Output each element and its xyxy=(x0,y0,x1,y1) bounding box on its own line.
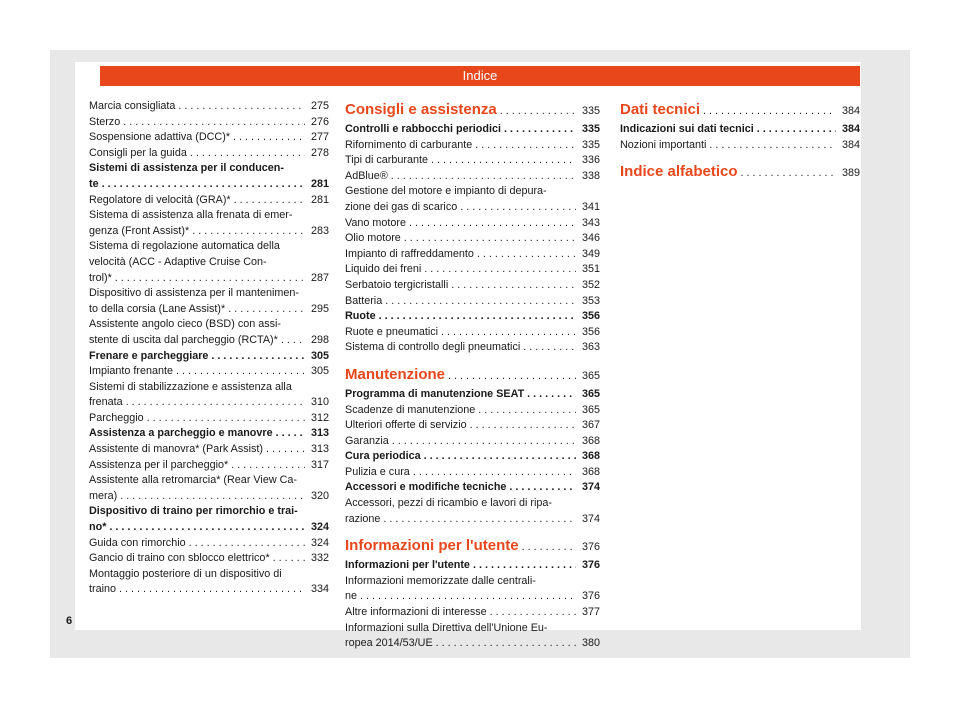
toc-entry-row xyxy=(89,536,329,552)
toc-entry-title: Assistenza per il parcheggio* . . . xyxy=(89,458,305,474)
toc-page-number: 352 xyxy=(581,278,600,291)
toc-entry[interactable] xyxy=(345,153,600,169)
toc-entry-text-line: Dispositivo di assistenza per il mantenimen- xyxy=(89,287,300,300)
toc-page-number: 338 xyxy=(581,169,600,182)
toc-entry[interactable] xyxy=(89,317,329,348)
toc-entry-row xyxy=(345,169,600,185)
toc-section[interactable] xyxy=(620,161,860,184)
toc-entry-title: stente di uscita dal parcheggio (RCTA)* . . . xyxy=(89,333,305,349)
toc-page-number: 351 xyxy=(581,263,600,276)
toc-page-number: 335 xyxy=(581,138,600,151)
toc-entry-row xyxy=(89,442,329,458)
toc-entry-title: Scadenze di manutenzione . . . xyxy=(345,403,576,419)
toc-entry-title: Marcia consigliata . . . xyxy=(89,99,305,115)
toc-entry-title: trol)* . . . xyxy=(89,271,305,287)
toc-page-number: 313 xyxy=(310,427,329,440)
toc-entry[interactable] xyxy=(89,208,329,239)
toc-entry[interactable] xyxy=(345,247,600,263)
toc-entry-row xyxy=(345,200,600,216)
toc-entry-title: Sterzo . . . xyxy=(89,115,305,131)
toc-entry-row xyxy=(89,99,329,115)
toc-page-number: 349 xyxy=(581,247,600,260)
toc-page-number: 341 xyxy=(581,200,600,213)
toc-entry-row xyxy=(620,122,860,138)
toc-entry[interactable] xyxy=(345,449,600,465)
toc-entry-row xyxy=(89,177,329,193)
toc-entry-row xyxy=(89,489,329,505)
toc-page-number: 278 xyxy=(310,146,329,159)
toc-entry-title: Sistema di controllo degli pneumatici . . . xyxy=(345,340,576,356)
toc-entry-row xyxy=(345,636,600,652)
toc-entry-row xyxy=(345,247,600,263)
toc-entry-row xyxy=(345,535,600,558)
toc-page-number: 356 xyxy=(581,325,600,338)
header-bar xyxy=(100,66,860,86)
toc-entry-title: Assistente di manovra* (Park Assist) . . . xyxy=(89,442,305,458)
toc-entry-row xyxy=(89,333,329,349)
toc-entry-row xyxy=(345,403,600,419)
toc-entry[interactable] xyxy=(89,426,329,442)
toc-page-number: 376 xyxy=(581,590,600,603)
toc-entry[interactable] xyxy=(89,193,329,209)
toc-entry-text-line: Accessori, pezzi di ricambio e lavori di ripa- xyxy=(345,497,553,510)
toc-entry-row xyxy=(345,449,600,465)
toc-page-number: 374 xyxy=(581,512,600,525)
toc-section[interactable] xyxy=(345,364,600,387)
toc-entry-title: Liquido dei freni . . . xyxy=(345,262,576,278)
toc-page-number: 275 xyxy=(310,100,329,112)
page-title: Indice xyxy=(462,68,498,83)
toc-entry[interactable] xyxy=(345,231,600,247)
toc-entry-row xyxy=(89,349,329,365)
toc-entry-text-line: Dispositivo di traino per rimorchio e trai- xyxy=(89,505,298,518)
toc-entry[interactable] xyxy=(89,504,329,535)
toc-entry[interactable] xyxy=(345,138,600,154)
toc-page-number: 313 xyxy=(310,443,329,456)
toc-page-number: 374 xyxy=(581,481,600,494)
toc-entry-row xyxy=(345,138,600,154)
toc-page-number: 334 xyxy=(310,583,329,596)
toc-entry-row xyxy=(345,387,600,403)
toc-page-number: 305 xyxy=(310,365,329,378)
toc-page-number: 343 xyxy=(581,216,600,229)
toc-page-number: 283 xyxy=(310,224,329,237)
toc-page-number: 287 xyxy=(310,271,329,284)
toc-entry-row xyxy=(345,480,600,496)
toc-entry[interactable] xyxy=(345,418,600,434)
toc-entry-row xyxy=(89,193,329,209)
toc-entry[interactable] xyxy=(345,496,600,527)
toc-entry[interactable] xyxy=(345,387,600,403)
toc-entry-text-line: Sistema di assistenza alla frenata di emer- xyxy=(89,209,293,222)
toc-entry-title: zione dei gas di scarico . . . xyxy=(345,200,576,216)
toc-entry[interactable] xyxy=(345,403,600,419)
toc-entry-row xyxy=(89,411,329,427)
toc-entry[interactable] xyxy=(89,411,329,427)
toc-entry[interactable] xyxy=(89,130,329,146)
toc-entry-row xyxy=(620,138,860,154)
toc-entry-text-line: Sistema di regolazione automatica della xyxy=(89,240,280,253)
toc-entry[interactable] xyxy=(89,349,329,365)
toc-page-number: 365 xyxy=(581,369,600,382)
toc-page-number: 368 xyxy=(581,465,600,478)
toc-entry-title: ne . . . xyxy=(345,589,576,605)
toc-entry[interactable] xyxy=(345,122,600,138)
toc-entry[interactable] xyxy=(89,536,329,552)
toc-entry-title: Assistenza a parcheggio e manovre . . . xyxy=(89,426,305,442)
toc-page-number: 310 xyxy=(310,396,329,409)
page-number: 6 xyxy=(66,615,73,627)
section-title: Indice alfabetico . . . xyxy=(620,161,836,184)
toc-column-2 xyxy=(345,99,600,652)
toc-entry[interactable] xyxy=(89,146,329,162)
toc-entry-title: razione . . . xyxy=(345,512,576,528)
toc-entry-title: Pulizia e cura . . . xyxy=(345,465,576,481)
toc-entry-text-line: Assistente angolo cieco (BSD) con assi- xyxy=(89,318,282,331)
toc-page-number: 335 xyxy=(581,105,600,117)
toc-entry-row xyxy=(89,520,329,536)
toc-entry[interactable] xyxy=(345,294,600,310)
toc-page-number: 317 xyxy=(310,458,329,471)
toc-entry-title: te . . . xyxy=(89,177,305,193)
toc-entry-row xyxy=(345,309,600,325)
toc-entry-row xyxy=(89,302,329,318)
toc-entry-row xyxy=(345,231,600,247)
toc-page-number: 324 xyxy=(310,536,329,549)
toc-page-number: 277 xyxy=(310,131,329,144)
toc-entry-title: to della corsia (Lane Assist)* . . . xyxy=(89,302,305,318)
toc-page-number: 332 xyxy=(310,552,329,565)
toc-entry[interactable] xyxy=(89,161,329,192)
toc-entry-title: Olio motore . . . xyxy=(345,231,576,247)
toc-entry-row xyxy=(89,224,329,240)
toc-page-number: 377 xyxy=(581,606,600,619)
toc-entry-title: Serbatoio tergicristalli . . . xyxy=(345,278,576,294)
toc-page-number: 384 xyxy=(841,105,860,117)
toc-entry[interactable] xyxy=(345,465,600,481)
toc-entry-title: Guida con rimorchio . . . xyxy=(89,536,305,552)
toc-page-number: 324 xyxy=(310,521,329,534)
toc-entry-title: Garanzia . . . xyxy=(345,434,576,450)
toc-entry[interactable] xyxy=(345,184,600,215)
toc-entry-row xyxy=(89,364,329,380)
toc-entry-text-line: Montaggio posteriore di un dispositivo di xyxy=(89,567,282,580)
toc-entry-row xyxy=(620,99,860,122)
toc-column-1 xyxy=(89,99,329,598)
toc-entry-title: Rifornimento di carburante . . . xyxy=(345,138,576,154)
toc-entry[interactable] xyxy=(89,364,329,380)
toc-section[interactable] xyxy=(620,99,860,122)
toc-entry-title: Frenare e parcheggiare . . . xyxy=(89,349,305,365)
toc-entry-row xyxy=(345,216,600,232)
toc-entry-row xyxy=(345,278,600,294)
toc-entry-row xyxy=(89,426,329,442)
toc-entry-title: Accessori e modifiche tecniche . . . xyxy=(345,480,576,496)
toc-section[interactable] xyxy=(345,535,600,558)
toc-entry-title: Cura periodica . . . xyxy=(345,449,576,465)
toc-section[interactable] xyxy=(345,99,600,122)
toc-entry-text-line: Sistemi di stabilizzazione e assistenza alla xyxy=(89,380,292,393)
toc-entry-title: Regolatore di velocità (GRA)* . . . xyxy=(89,193,305,209)
toc-entry[interactable] xyxy=(345,574,600,605)
toc-entry-row xyxy=(345,122,600,138)
toc-entry-title: Vano motore . . . xyxy=(345,216,576,232)
toc-entry[interactable] xyxy=(345,558,600,574)
toc-page-number: 384 xyxy=(841,123,860,135)
toc-entry-row xyxy=(89,551,329,567)
toc-entry[interactable] xyxy=(345,325,600,341)
toc-entry-title: Ulteriori offerte di servizio . . . xyxy=(345,418,576,434)
toc-entry-text-line: Sistemi di assistenza per il conducen- xyxy=(89,162,285,175)
toc-page-number: 305 xyxy=(310,349,329,362)
toc-page-number: 380 xyxy=(581,637,600,650)
toc-entry-row xyxy=(89,582,329,598)
toc-entry[interactable] xyxy=(345,278,600,294)
toc-page-number: 389 xyxy=(841,167,860,180)
toc-page-number: 298 xyxy=(310,333,329,346)
toc-page-number: 281 xyxy=(310,193,329,206)
toc-entry[interactable] xyxy=(345,605,600,621)
toc-entry[interactable] xyxy=(89,115,329,131)
toc-entry-row xyxy=(345,262,600,278)
toc-page-number: 368 xyxy=(581,434,600,447)
toc-entry-title: Impianto di raffreddamento . . . xyxy=(345,247,576,263)
toc-entry[interactable] xyxy=(89,286,329,317)
toc-entry[interactable] xyxy=(345,480,600,496)
toc-entry-title: Batteria . . . xyxy=(345,294,576,310)
toc-entry-title: Altre informazioni di interesse . . . xyxy=(345,605,576,621)
toc-entry-title: no* . . . xyxy=(89,520,305,536)
toc-entry-row xyxy=(345,364,600,387)
toc-entry-row xyxy=(345,325,600,341)
toc-entry[interactable] xyxy=(345,169,600,185)
toc-entry-title: Parcheggio . . . xyxy=(89,411,305,427)
toc-entry-title: Nozioni importanti . . . xyxy=(620,138,836,154)
toc-page-number: 365 xyxy=(581,387,600,400)
toc-entry-row xyxy=(345,99,600,122)
toc-entry-text-line: velocità (ACC - Adaptive Cruise Con- xyxy=(89,255,267,268)
toc-entry-title: Ruote e pneumatici . . . xyxy=(345,325,576,341)
toc-entry-row xyxy=(89,130,329,146)
toc-entry[interactable] xyxy=(345,434,600,450)
toc-page-number: 363 xyxy=(581,341,600,354)
toc-entry-title: Sospensione adattiva (DCC)* . . . xyxy=(89,130,305,146)
toc-entry[interactable] xyxy=(620,122,860,138)
toc-entry-row xyxy=(620,161,860,184)
toc-entry-row xyxy=(345,418,600,434)
toc-entry-row xyxy=(345,589,600,605)
toc-entry-row xyxy=(89,458,329,474)
toc-entry-row xyxy=(89,271,329,287)
toc-entry-title: Impianto frenante . . . xyxy=(89,364,305,380)
section-title: Informazioni per l'utente . . . xyxy=(345,535,576,558)
toc-page-number: 295 xyxy=(310,302,329,315)
toc-entry-row xyxy=(345,605,600,621)
toc-page-number: 276 xyxy=(310,115,329,128)
toc-entry-title: Informazioni per l'utente . . . xyxy=(345,558,576,574)
toc-entry[interactable] xyxy=(620,138,860,154)
toc-page-number: 281 xyxy=(310,177,329,190)
toc-entry-row xyxy=(345,434,600,450)
toc-entry-row xyxy=(89,395,329,411)
toc-page-number: 356 xyxy=(581,310,600,323)
toc-entry-text-line: Informazioni memorizzate dalle centrali- xyxy=(345,574,536,587)
toc-entry[interactable] xyxy=(89,458,329,474)
toc-page-number: 367 xyxy=(581,419,600,432)
toc-entry-title: ropea 2014/53/UE . . . xyxy=(345,636,576,652)
toc-entry-title: Indicazioni sui dati tecnici . . . xyxy=(620,122,836,138)
toc-entry[interactable] xyxy=(89,551,329,567)
toc-entry-row xyxy=(345,465,600,481)
toc-entry-row xyxy=(345,340,600,356)
toc-entry-title: Consigli per la guida . . . xyxy=(89,146,305,162)
toc-entry-title: Gancio di traino con sblocco elettrico* . . . xyxy=(89,551,305,567)
toc-page-number: 384 xyxy=(841,138,860,151)
toc-page-number: 346 xyxy=(581,232,600,245)
toc-page-number: 365 xyxy=(581,403,600,416)
toc-entry[interactable] xyxy=(345,309,600,325)
section-title: Dati tecnici . . . xyxy=(620,99,836,122)
toc-column-3 xyxy=(620,99,860,184)
toc-entry[interactable] xyxy=(345,262,600,278)
toc-entry-title: Tipi di carburante . . . xyxy=(345,153,576,169)
section-title: Consigli e assistenza . . . xyxy=(345,99,576,122)
toc-page-number: 320 xyxy=(310,489,329,502)
toc-page-number: 336 xyxy=(581,154,600,167)
toc-entry-title: AdBlue® . . . xyxy=(345,169,576,185)
toc-entry-title: frenata . . . xyxy=(89,395,305,411)
toc-entry[interactable] xyxy=(89,99,329,115)
toc-entry-row xyxy=(89,115,329,131)
section-title: Manutenzione . . . xyxy=(345,364,576,387)
toc-entry[interactable] xyxy=(345,340,600,356)
toc-entry-row xyxy=(89,146,329,162)
toc-entry[interactable] xyxy=(89,442,329,458)
toc-page-number: 376 xyxy=(581,559,600,572)
toc-entry-title: genza (Front Assist)* . . . xyxy=(89,224,305,240)
toc-entry-row xyxy=(345,512,600,528)
toc-page-number: 376 xyxy=(581,541,600,554)
toc-page-number: 368 xyxy=(581,450,600,463)
toc-entry-row xyxy=(345,558,600,574)
toc-entry-text-line: Informazioni sulla Direttiva dell'Unione Eu- xyxy=(345,621,548,634)
toc-entry-text-line: Gestione del motore e impianto di depura- xyxy=(345,185,547,198)
toc-entry-title: mera) . . . xyxy=(89,489,305,505)
toc-entry-title: traino . . . xyxy=(89,582,305,598)
toc-page-number: 312 xyxy=(310,411,329,424)
toc-entry-row xyxy=(345,294,600,310)
toc-entry[interactable] xyxy=(345,621,600,652)
toc-entry[interactable] xyxy=(89,239,329,286)
toc-entry-row xyxy=(345,153,600,169)
toc-entry-text-line: Assistente alla retromarcia* (Rear View Ca- xyxy=(89,474,298,487)
toc-entry[interactable] xyxy=(89,380,329,411)
toc-entry-title: Ruote . . . xyxy=(345,309,576,325)
toc-entry-title: Controlli e rabbocchi periodici . . . xyxy=(345,122,576,138)
toc-entry[interactable] xyxy=(345,216,600,232)
toc-entry[interactable] xyxy=(89,473,329,504)
toc-entry-title: Programma di manutenzione SEAT . . . xyxy=(345,387,576,403)
toc-page-number: 335 xyxy=(581,123,600,135)
toc-page-number: 353 xyxy=(581,294,600,307)
toc-entry[interactable] xyxy=(89,567,329,598)
